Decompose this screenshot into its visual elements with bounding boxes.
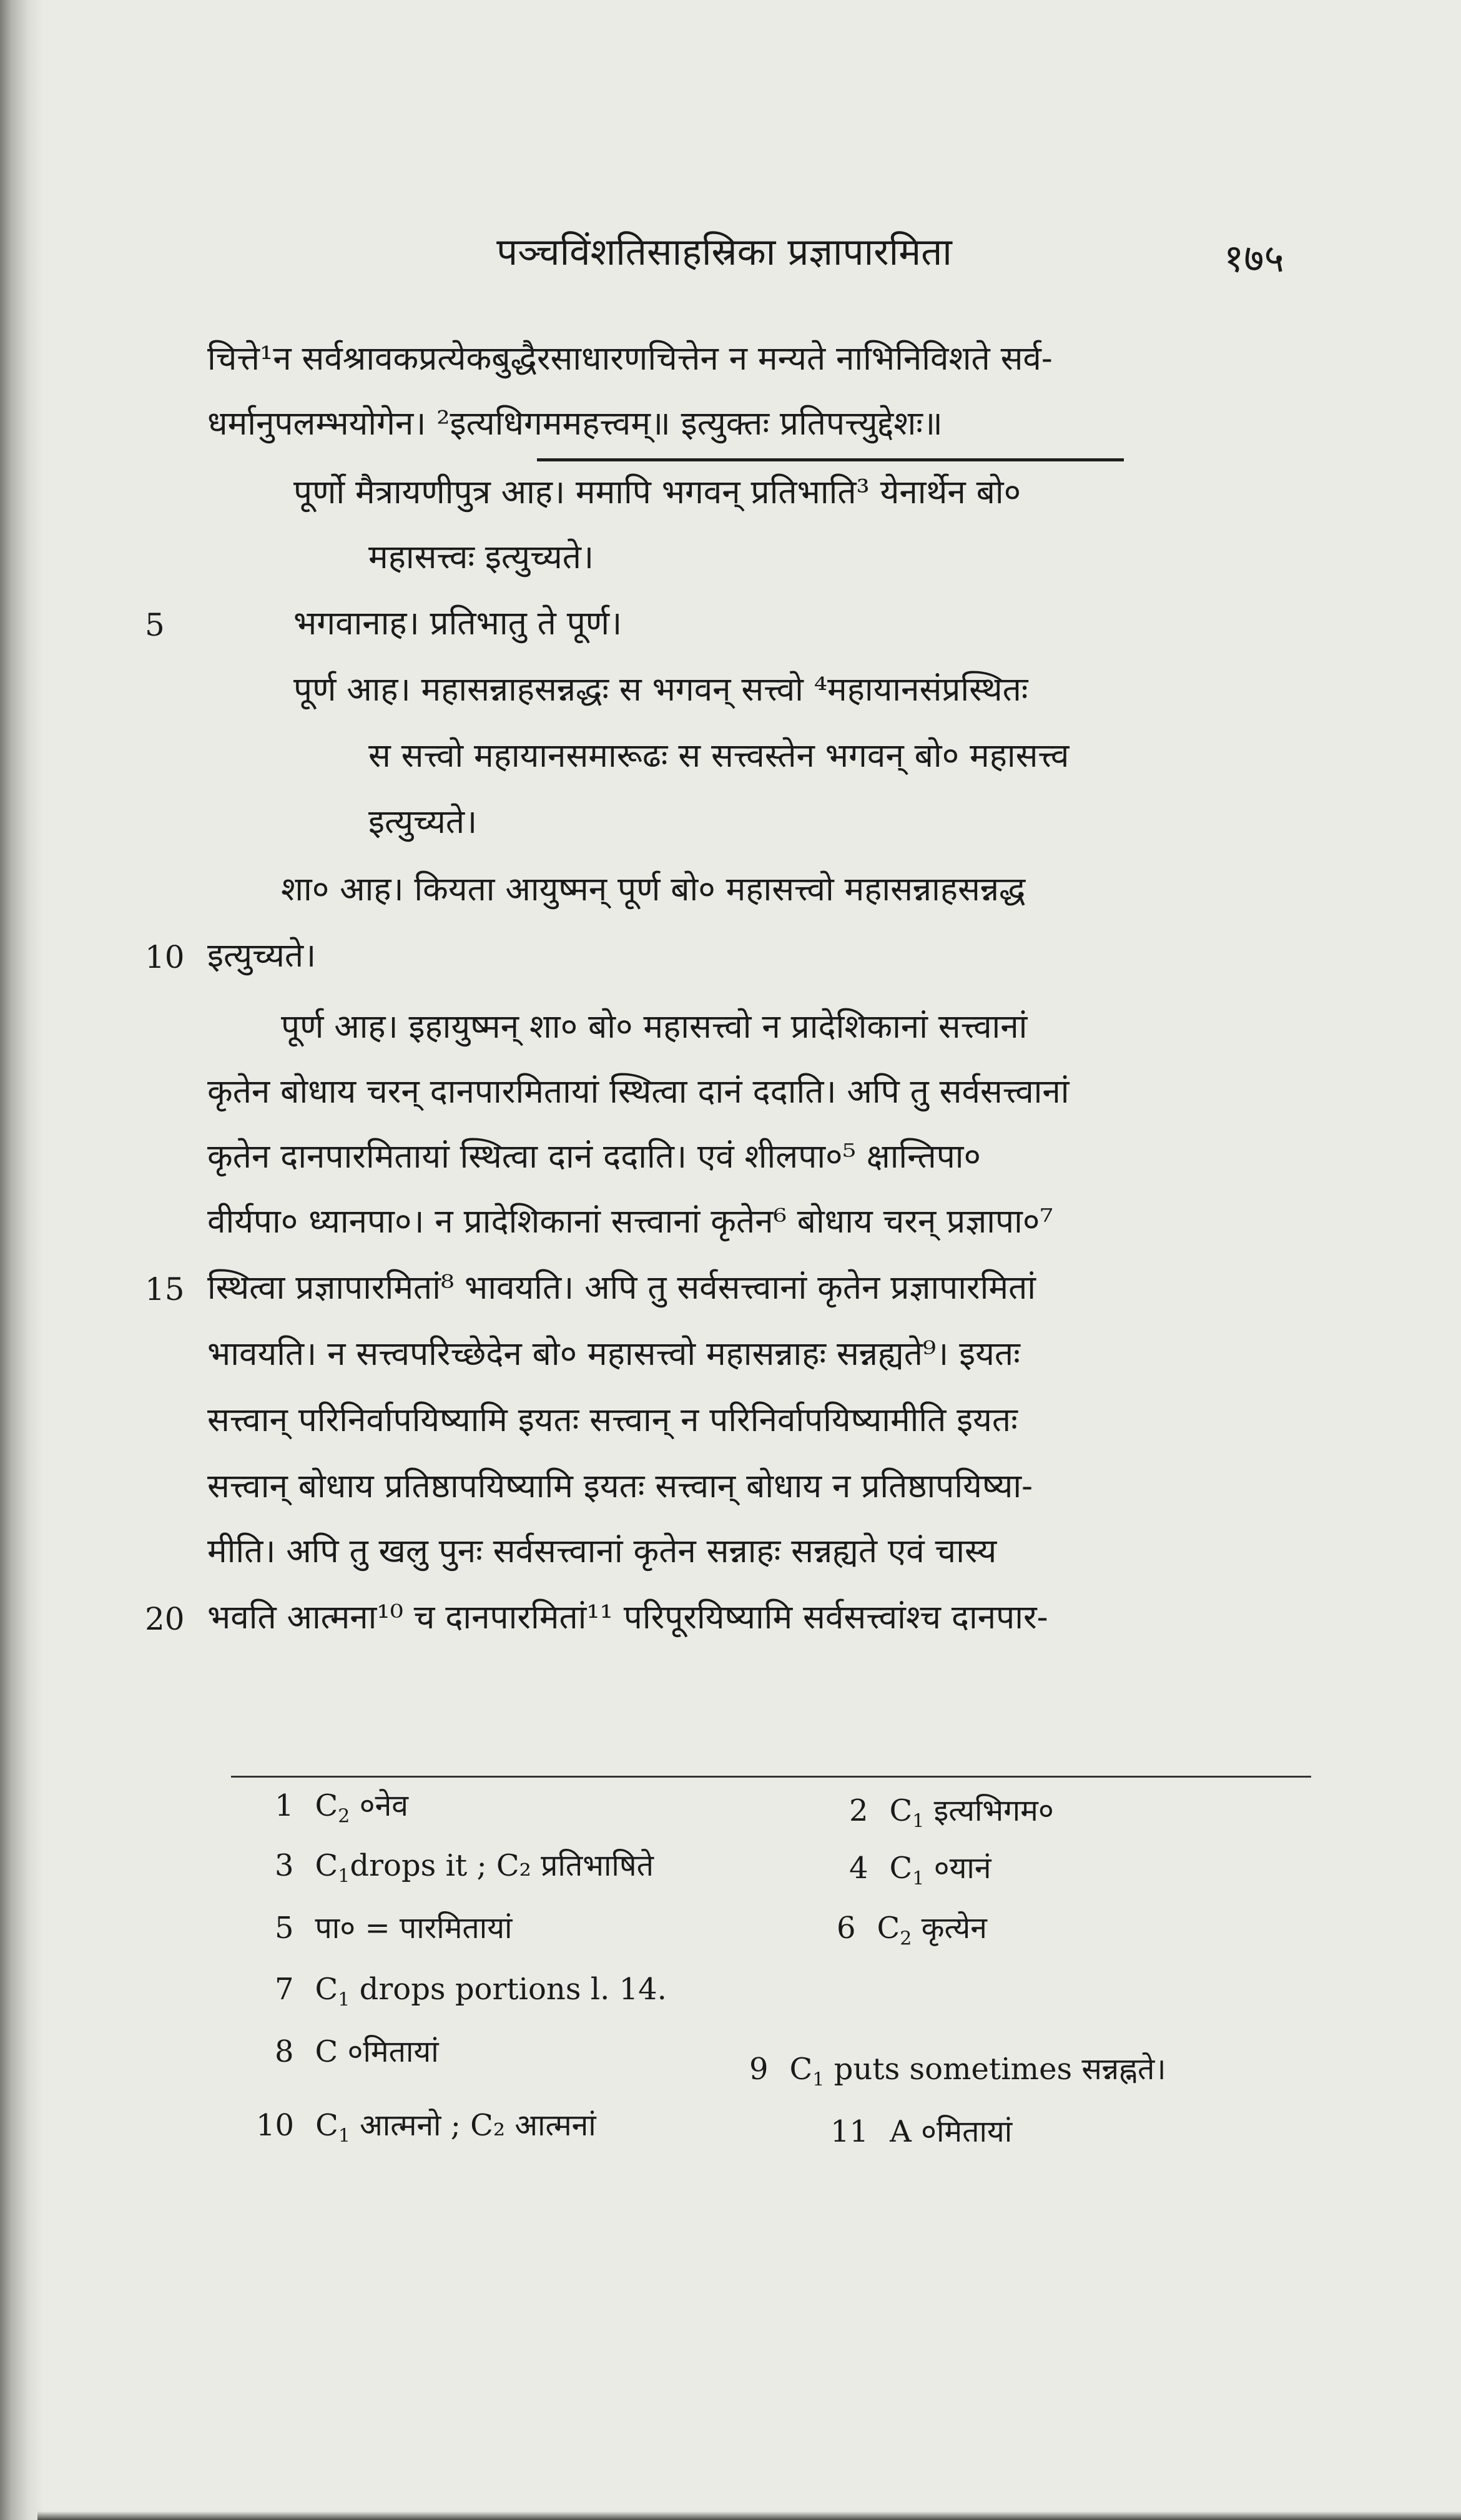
text-line: सत्त्वान् बोधाय प्रतिष्ठापयिष्यामि इयतः सत्त्वान् बोधाय न प्रतिष्ठापयिष्या- [207, 1467, 1033, 1505]
footnote-number: 9 [749, 2052, 769, 2087]
footnote [849, 1793, 1054, 1833]
underline [537, 458, 1124, 461]
footnote [275, 1788, 408, 1828]
footnote-text: drops it ; C₂ प्रतिभाषिते [350, 1848, 654, 1883]
footnote [275, 1848, 654, 1888]
footnote [830, 2114, 1013, 2152]
footnote-text: ०मितायां [911, 2114, 1013, 2149]
text-line: महासत्त्वः इत्युच्यते। [368, 538, 594, 576]
footnote-source-sub: 1 [338, 1989, 350, 2011]
footnote-source: C [889, 1851, 913, 1886]
footnote-number: 5 [275, 1911, 294, 1946]
footnote-source-sub: 1 [912, 1810, 925, 1833]
line-number: 15 [145, 1271, 185, 1307]
footnote [256, 2110, 596, 2146]
footnote-number: 11 [830, 2114, 869, 2149]
text-line: स्थित्वा प्रज्ञापारमितां⁸ भावयति। अपि तु सर्वसत्त्वानां कृतेन प्रज्ञापारमितां [207, 1269, 1036, 1307]
footnote-text: पा० = पारमितायां [315, 1911, 513, 1946]
text-line: इत्युच्यते। [368, 803, 478, 841]
footnote-source: A [890, 2114, 912, 2149]
text-line: सत्त्वान् परिनिर्वापयिष्यामि इयतः सत्त्वान् न परिनिर्वापयिष्यामीति इयतः [207, 1401, 1018, 1439]
footnote-source-sub: 2 [900, 1927, 912, 1950]
text-line: कृतेन दानपारमितायां स्थित्वा दानं ददाति। एवं शीलपा०⁵ क्षान्तिपा० [207, 1138, 981, 1176]
footnote-number: 4 [849, 1851, 868, 1886]
footnote [275, 1913, 512, 1949]
footnote [275, 1974, 667, 2010]
text-line: मीति। अपि तु खलु पुनः सर्वसत्त्वानां कृतेन सन्नाहः सन्नह्यते एवं चास्य [207, 1532, 997, 1570]
footnote-source-sub: 1 [338, 2125, 350, 2147]
footnote-source: C [315, 2034, 338, 2069]
footnote-source: C [789, 2052, 813, 2087]
footnote [275, 2034, 439, 2072]
footnote-source: C [315, 1848, 338, 1883]
footnote-source-sub: 1 [338, 1865, 350, 1888]
footnote-source: C [889, 1793, 913, 1828]
footnote-number: 2 [849, 1793, 868, 1828]
footnote-number: 1 [275, 1788, 294, 1823]
text-line: भावयति। न सत्त्वपरिच्छेदेन बो० महासत्त्वो महासन्नाहः सन्नह्यते⁹। इयतः [207, 1335, 1020, 1373]
footnote-text: कृत्येन [912, 1911, 987, 1946]
text-line: इत्युच्यते। [207, 937, 317, 975]
footnote-text: आत्मनो ; C₂ आत्मनां [350, 2108, 596, 2143]
footnote-text: puts sometimes सन्नह्नते। [824, 2052, 1166, 2087]
text-line: भवति आत्मना¹⁰ च दानपारमितां¹¹ परिपूरयिष्यामि सर्वसत्त्वांश्च दानपार- [207, 1598, 1048, 1637]
text-line: पूर्णो मैत्रायणीपुत्र आह। ममापि भगवन् प्रतिभाति³ येनार्थेन बो० [293, 473, 1021, 511]
binding-shadow [0, 0, 44, 2520]
footnote [837, 1913, 987, 1949]
text-line: शा० आह। कियता आयुष्मन् पूर्ण बो० महासत्त्वो महासन्नाहसन्नद्ध [281, 870, 1026, 908]
footnote-source-sub: 1 [812, 2069, 825, 2091]
text-line: कृतेन बोधाय चरन् दानपारमितायां स्थित्वा दानं ददाति। अपि तु सर्वसत्त्वानां [207, 1073, 1070, 1111]
footnote-source: C [315, 2108, 338, 2143]
footnote-source-sub: 2 [338, 1805, 350, 1828]
text-line: धर्मानुपलम्भयोगेन। ²इत्यधिगममहत्त्वम्॥ इत्युक्तः प्रतिपत्त्युद्देशः॥ [207, 405, 943, 443]
footnote-source: C [877, 1911, 900, 1946]
text-line: भगवानाह। प्रतिभातु ते पूर्ण। [293, 604, 622, 642]
text-line: पूर्ण आह। महासन्नाहसन्नद्धः स भगवन् सत्त्वो ⁴महायानसंप्रस्थितः [293, 671, 1028, 709]
line-number: 20 [145, 1601, 185, 1637]
line-number: 10 [145, 939, 185, 975]
footnote-number: 7 [275, 1972, 294, 2007]
footnote-source-sub: 1 [912, 1868, 925, 1890]
footnote-source: C [315, 1972, 338, 2007]
text-line: पूर्ण आह। इहायुष्मन् शा० बो० महासत्त्वो न प्रादेशिकानां सत्त्वानां [281, 1008, 1028, 1046]
footnote-text: इत्यभिगम० [924, 1793, 1054, 1828]
footnote [749, 2054, 1166, 2090]
footnote-rule [231, 1776, 1311, 1778]
text-line: स सत्त्वो महायानसमारूढः स सत्त्वस्तेन भगवन् बो० महासत्त्व [368, 737, 1070, 775]
footnote-text: ०नेव [350, 1788, 408, 1823]
running-title: पञ्चविंशतिसाहस्रिका प्रज्ञापारमिता [496, 230, 952, 274]
footnote-text: drops portions l. 14. [350, 1972, 667, 2007]
footnote-text: ०यानं [924, 1851, 991, 1886]
text-line: वीर्यपा० ध्यानपा०। न प्रादेशिकानां सत्त्वानां कृतेन⁶ बोधाय चरन् प्रज्ञापा०⁷ [207, 1203, 1053, 1241]
footnote-number: 8 [275, 2034, 294, 2069]
footnote-number: 6 [837, 1911, 856, 1946]
page-number: १७५ [1224, 235, 1284, 281]
text-line: चित्ते¹न सर्वश्रावकप्रत्येकबुद्धैरसाधारणचित्तेन न मन्यते नाभिनिविशते सर्व- [207, 340, 1053, 378]
footnote-text: ०मितायां [338, 2034, 439, 2069]
footnote [849, 1853, 991, 1889]
footnote-number: 3 [275, 1848, 294, 1883]
page-edge-shadow [37, 2511, 1461, 2520]
footnote-number: 10 [256, 2108, 295, 2143]
line-number: 5 [145, 607, 165, 643]
footnote-source: C [315, 1788, 338, 1823]
